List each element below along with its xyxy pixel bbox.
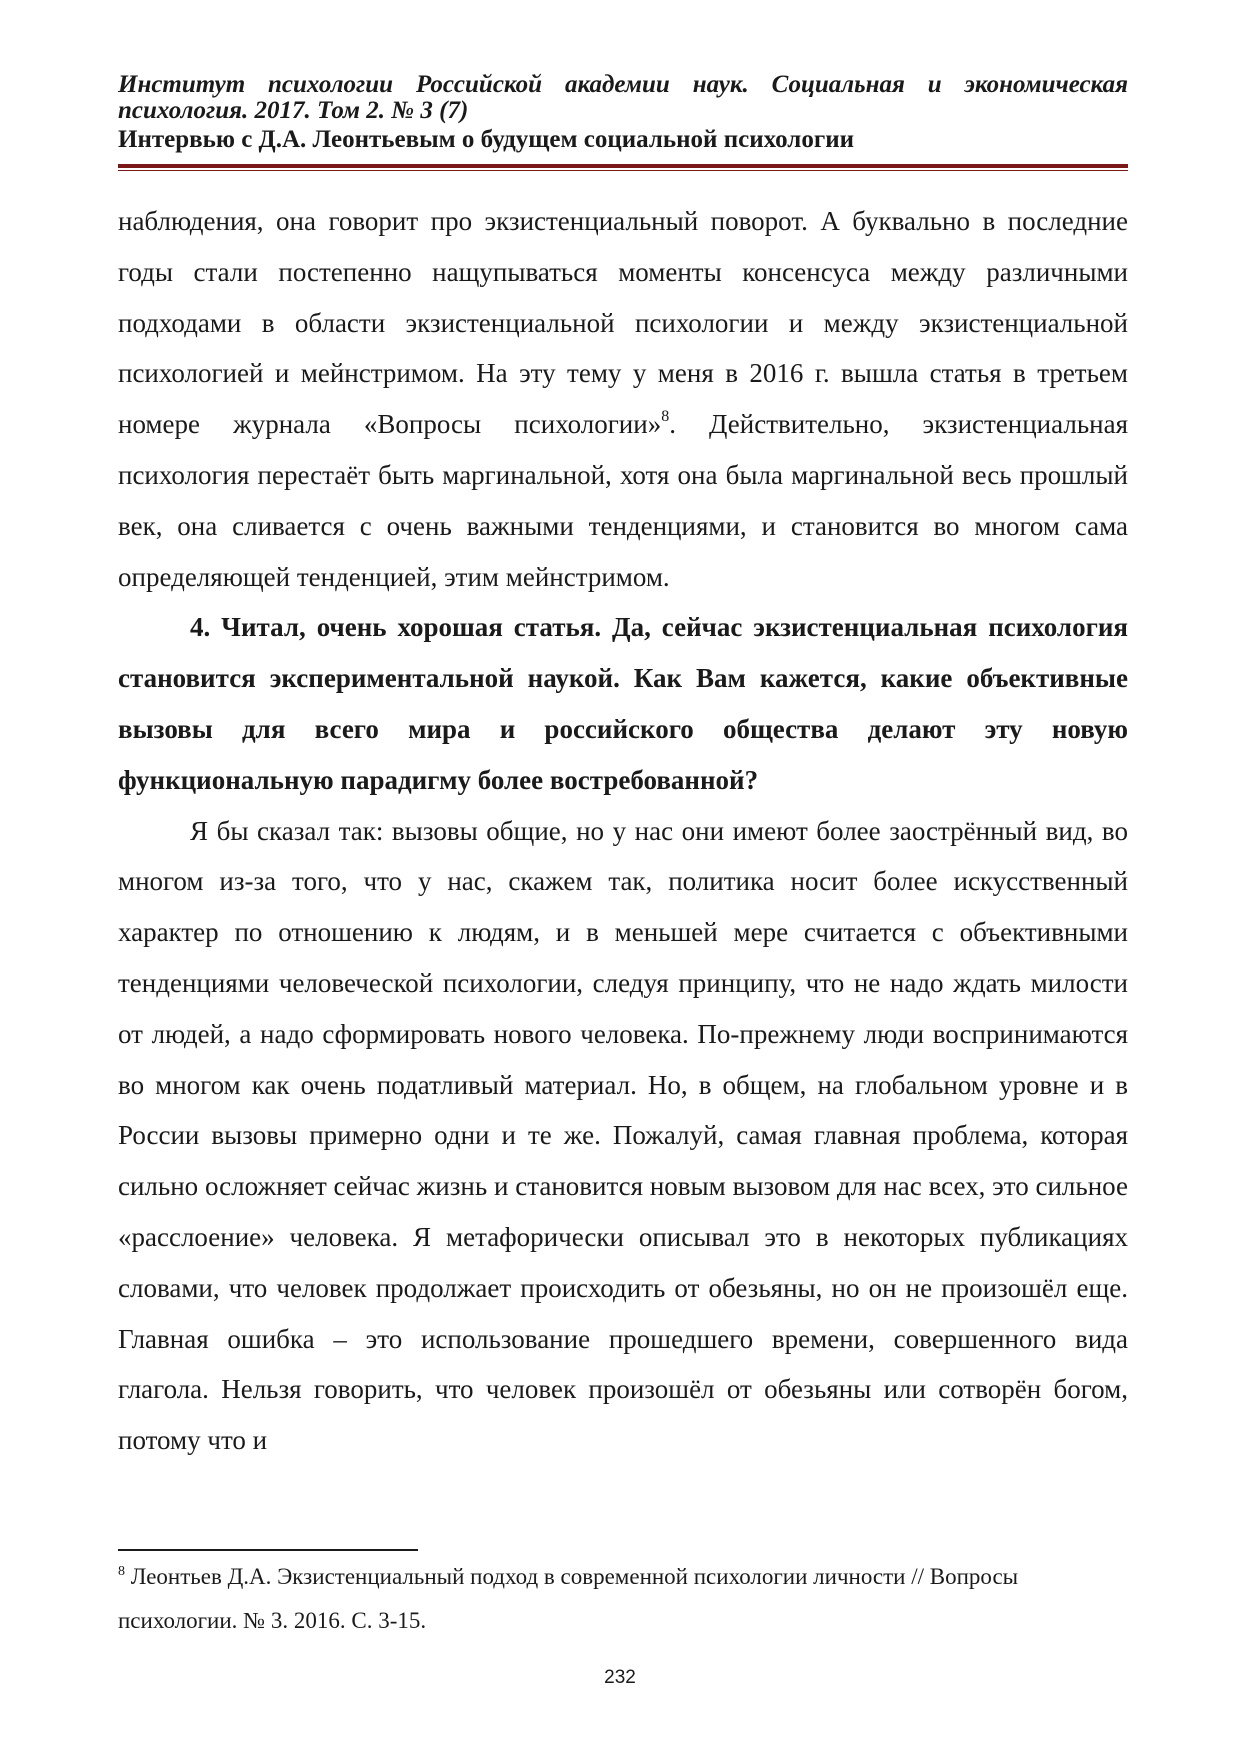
running-header — [118, 72, 1128, 154]
footnote-separator — [118, 1549, 418, 1551]
paragraph — [118, 196, 1128, 602]
header-rule-thin — [118, 170, 1128, 171]
interview-answer: Я бы сказал так: вызовы общие, но у нас они имеют более заострённый вид, во многом из-за того, что у нас, скажем так, политика носит более искусственный характер по отношению к людям, и в меньшей мере считается с объективными тенденциями человеческой психологии, следуя принципу, что не надо ждать милости от людей, а надо сформировать нового человека. По-прежнему люди воспринимаются во многом как очень податливый материал. Но, в общем, на глобальном уровне и в России вызовы примерно одни и те же. Пожалуй, самая главная проблема, которая сильно осложняет сейчас жизнь и становится новым вызовом для нас всех, это сильное «расслоение» человека. Я метафорически описывал это в некоторых публикациях словами, что человек продолжает происходить от обезьяны, но он не произошёл еще. Главная ошибка – это использование прошедшего времени, совершенного вида глагола. Нельзя говорить, что человек произошёл от обезьяны или сотворён богом, потому что и — [118, 815, 1128, 1456]
footnote-marker: 8 — [118, 1564, 125, 1579]
interview-question: 4. Читал, очень хорошая статья. Да, сейчас экзистенциальная психология становится экспериментальной наукой. Как Вам кажется, какие объективные вызовы для всего мира и российского общества делают эту новую функциональную парадигму более востребованной? — [118, 612, 1128, 795]
journal-citation: Институт психологии Российской академии наук. Социальная и экономическая психология. 2017. Том 2. № 3 (7) — [118, 71, 1128, 124]
paragraph-text: наблюдения, она говорит про экзистенциальный поворот. А буквально в последние годы стали постепенно нащупываться моменты консенсуса между различными подходами в области экзистенциальной психологии и между экзистенциальной психологией и мейнстримом. На эту тему у меня в 2016 г. вышла статья в третьем номере журнала «Вопросы психологии» — [118, 206, 1128, 440]
article-title: Интервью с Д.А. Леонтьевым о будущем социальной психологии — [118, 126, 854, 153]
footnote-text: Леонтьев Д.А. Экзистенциальный подход в современной психологии личности // Вопросы психологии. № 3. 2016. С. 3-15. — [118, 1564, 1019, 1633]
page-number: 232 — [604, 1667, 636, 1688]
paragraph-text-cont: . Действительно, экзистенциальная психология перестаёт быть маргинальной, хотя она была маргинальной весь прошлый век, она сливается с очень важными тенденциями, и становится во многом сама определяющей тенденцией, этим мейнстримом. — [118, 409, 1128, 592]
footnote — [118, 1555, 1128, 1643]
article-body — [118, 196, 1128, 1466]
footnote-reference: 8 — [661, 408, 670, 426]
header-rule — [118, 164, 1128, 168]
